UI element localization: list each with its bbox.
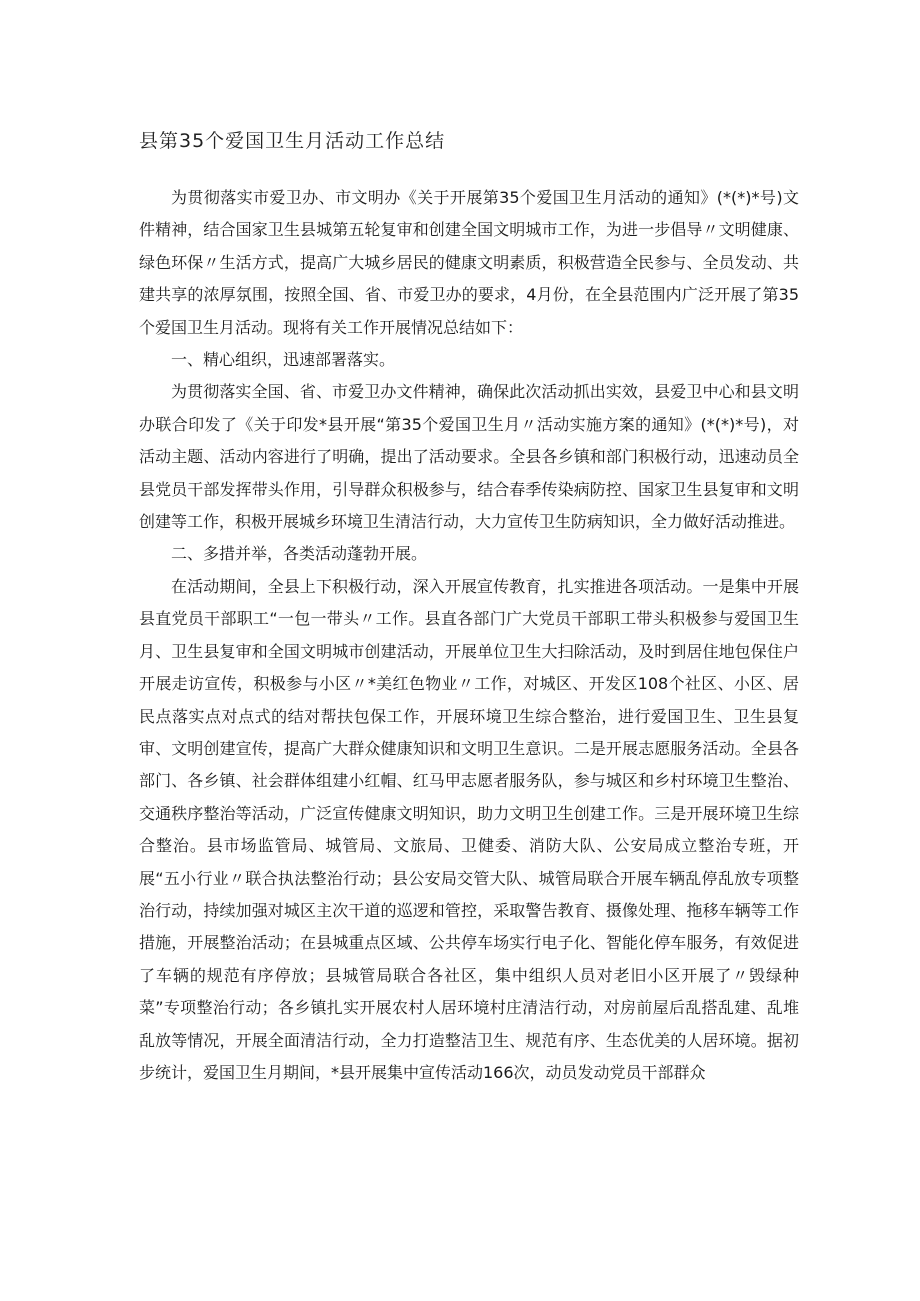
section-2-paragraph: 在活动期间，全县上下积极行动，深入开展宣传教育，扎实推进各项活动。一是集中开展县直党员干部职工“一包一带头〃工作。县直各部门广大党员干部职工带头积极参与爱国卫生月、卫生县复审和全国文明城市创建活动，开展单位卫生大扫除活动，及时到居住地包保住户开展走访宣传，积极参与小区〃*美红色物业〃工作，对城区、开发区108个社区、小区、居民点落实点对点式的结对帮扶包保工作，开展环境卫生综合整治，进行爱国卫生、卫生县复审、文明创建宣传，提高广大群众健康知识和文明卫生意识。二是开展志愿服务活动。全县各部门、各乡镇、社会群体组建小红帽、红马甲志愿者服务队，参与城区和乡村环境卫生整治、交通秩序整治等活动，广泛宣传健康文明知识，助力文明卫生创建工作。三是开展环境卫生综合整治。县市场监管局、城管局、文旅局、卫健委、消防大队、公安局成立整治专班，开展“五小行业〃联合执法整治行动；县公安局交管大队、城管局联合开展车辆乱停乱放专项整治行动，持续加强对城区主次干道的巡逻和管控，采取警告教育、摄像处理、拖移车辆等工作措施，开展整治活动；在县城重点区域、公共停车场实行电子化、智能化停车服务，有效促进了车辆的规范有序停放；县城管局联合各社区，集中组织人员对老旧小区开展了〃毁绿种菜”专项整治行动；各乡镇扎实开展农村人居环境村庄清洁行动，对房前屋后乱搭乱建、乱堆乱放等情况，开展全面清洁行动，全力打造整洁卫生、规范有序、生态优美的人居环境。据初步统计，爱国卫生月期间，*县开展集中宣传活动166次，动员发动党员干部群众 bbox=[139, 576, 799, 1082]
section-heading-1: 一、精心组织，迅速部署落实。 bbox=[171, 350, 396, 370]
section-heading-2: 二、多措并举，各类活动蓬勃开展。 bbox=[171, 544, 428, 564]
intro-paragraph: 为贯彻落实市爱卫办、市文明办《关于开展第35个爱国卫生月活动的通知》(*(*)*号)文件精神，结合国家卫生县城第五轮复审和创建全国文明城市工作，为进一步倡导〃文明健康、绿色环保〃生活方式，提高广大城乡居民的健康文明素质，积极营造全民参与、全员发动、共建共享的浓厚氛围，按照全国、省、市爱卫办的要求，4月份，在全县范围内广泛开展了第35个爱国卫生月活动。现将有关工作开展情况总结如下： bbox=[139, 188, 799, 337]
document-body bbox=[139, 182, 799, 1089]
document-title: 县第35个爱国卫生月活动工作总结 bbox=[139, 130, 446, 152]
section-1-paragraph: 为贯彻落实全国、省、市爱卫办文件精神，确保此次活动抓出实效，县爱卫中心和县文明办联合印发了《关于印发*县开展“第35个爱国卫生月〃活动实施方案的通知》(*(*)*号)，对活动主题、活动内容进行了明确，提出了活动要求。全县各乡镇和部门积极行动，迅速动员全县党员干部发挥带头作用，引导群众积极参与，结合春季传染病防控、国家卫生县复审和文明创建等工作，积极开展城乡环境卫生清洁行动，大力宣传卫生防病知识，全力做好活动推进。 bbox=[139, 382, 799, 532]
